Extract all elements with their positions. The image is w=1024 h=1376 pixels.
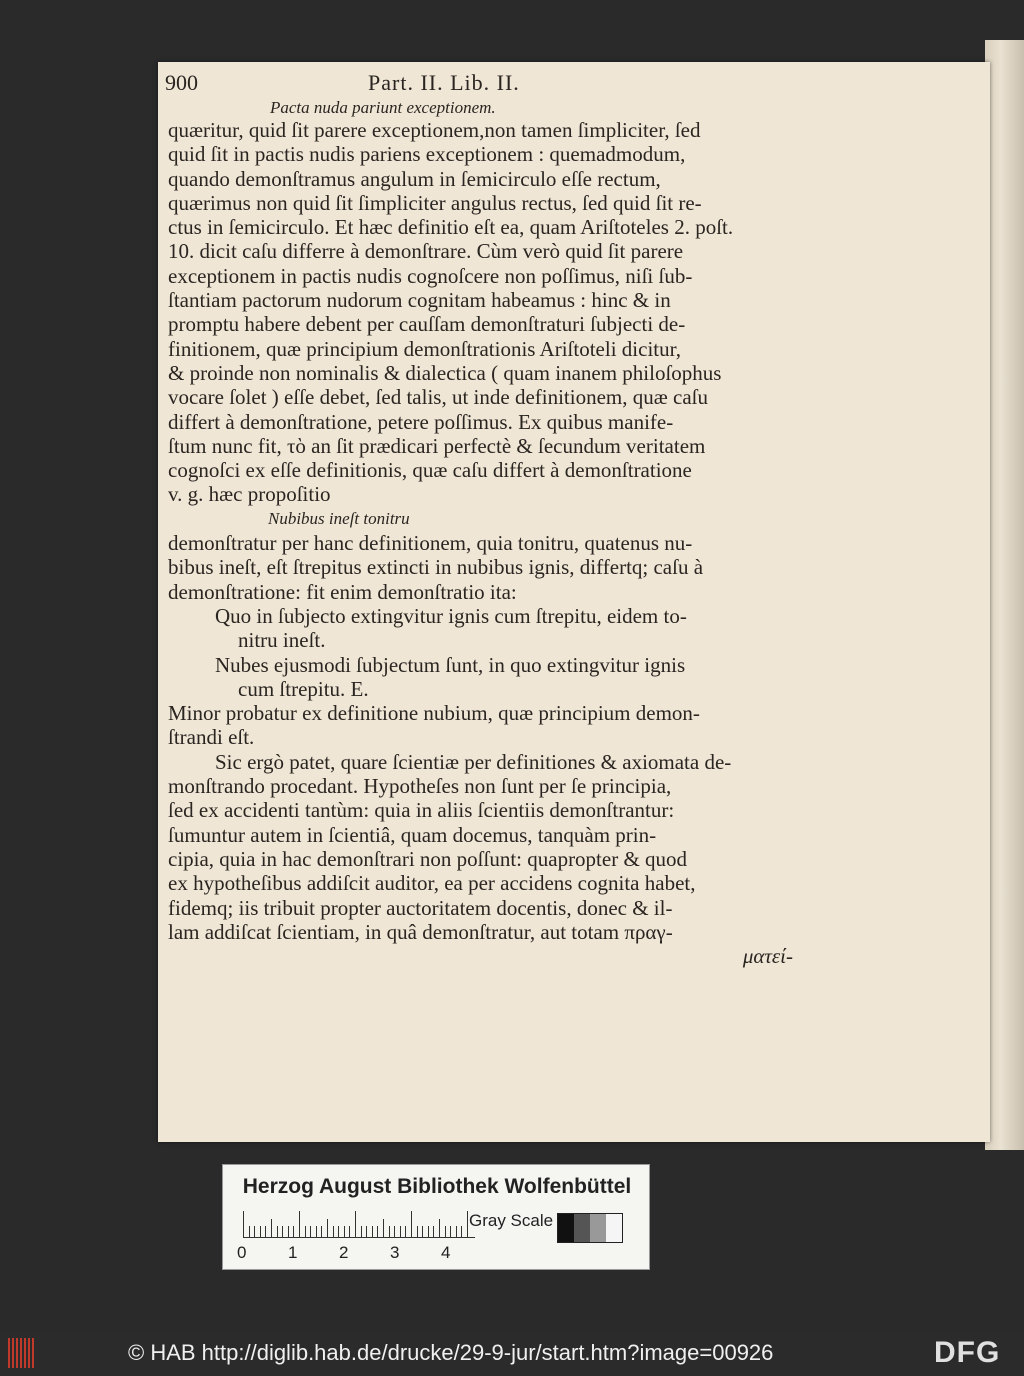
ruler-tick xyxy=(265,1226,266,1237)
ruler-tick xyxy=(310,1226,311,1237)
ruler-tick xyxy=(249,1226,250,1237)
gray-scale-swatch xyxy=(557,1213,623,1243)
ruler-tick xyxy=(344,1226,345,1237)
ruler-tick xyxy=(277,1226,278,1237)
running-title: Part. II. Lib. II. xyxy=(368,70,520,95)
ruler-tick xyxy=(445,1226,446,1237)
paragraph-2 xyxy=(168,531,793,604)
color-reference-card xyxy=(222,1164,650,1270)
ruler-tick xyxy=(338,1226,339,1237)
ruler-tick xyxy=(355,1211,356,1237)
ruler-tick xyxy=(428,1226,429,1237)
ruler-tick xyxy=(361,1226,362,1237)
ruler-tick xyxy=(372,1226,373,1237)
ruler-tick xyxy=(467,1211,468,1237)
ruler-tick xyxy=(400,1226,401,1237)
text-line: Sic ergò patet, quare ſcientiæ per definitiones & axiomata de- xyxy=(215,749,732,774)
text-line: vocare ſolet ) eſſe debet, ſed talis, ut inde definitionem, quæ caſu xyxy=(168,385,708,410)
text-line: ſed ex accidenti tantùm: quia in aliis ſcientiis demonſtrantur: xyxy=(168,798,675,823)
ruler-tick xyxy=(333,1226,334,1237)
ruler-tick xyxy=(389,1226,390,1237)
ruler-tick xyxy=(299,1211,300,1237)
text-line: cum ſtrepitu. E. xyxy=(238,676,369,701)
text-line: ex hypotheſibus addiſcit auditor, ea per accidens cognita habet, xyxy=(168,871,696,896)
text-line: ſtrandi eſt. xyxy=(168,725,255,750)
ruler-tick xyxy=(321,1226,322,1237)
page-text xyxy=(168,118,793,968)
ruler-tick xyxy=(411,1211,412,1237)
text-line: nitru ineſt. xyxy=(238,628,326,653)
ruler-tick xyxy=(366,1226,367,1237)
text-line: cipia, quia in hac demonſtrari non poſſunt: quapropter & quod xyxy=(168,846,688,871)
ruler-tick xyxy=(305,1226,306,1237)
gray-scale-label: Gray Scale xyxy=(469,1211,554,1230)
library-name: Herzog August Bibliothek Wolfenbüttel xyxy=(242,1175,632,1198)
ruler-tick xyxy=(456,1226,457,1237)
text-line: ctus in ſemicirculo. Et hæc definitio eſt ea, quam Ariſtoteles 2. poſt. xyxy=(168,215,734,240)
ruler-tick xyxy=(349,1226,350,1237)
copyright-url[interactable]: © HAB http://diglib.hab.de/drucke/29-9-jur/start.htm?image=00926 xyxy=(128,1340,774,1365)
ruler-tick xyxy=(439,1219,440,1237)
ruler-tick xyxy=(254,1226,255,1237)
ruler-tick xyxy=(243,1211,244,1237)
viewer-footer xyxy=(0,1330,1024,1376)
text-line: lam addiſcat ſcientiam, in quâ demonſtratur, aut totam πραγ- xyxy=(168,919,673,944)
text-line: quæritur, quid ſit parere exceptionem,non tamen ſimpliciter, ſed xyxy=(168,118,701,142)
text-line: ſtum nunc fit, τὸ an ſit prædicari perfectè & ſecundum veritatem xyxy=(168,433,706,458)
text-line: & proinde non nominalis & dialectica ( quam inanem philoſophus xyxy=(168,360,722,385)
text-line: Quo in ſubjecto extingvitur ignis cum ſtrepitu, eidem to- xyxy=(215,603,687,628)
ruler-number: 1 xyxy=(288,1243,298,1262)
text-line: 10. dicit caſu differre à demonſtrare. Cùm verò quid ſit parere xyxy=(168,239,684,264)
ruler-tick xyxy=(433,1226,434,1237)
ruler-tick xyxy=(461,1226,462,1237)
catchword: ματεί- xyxy=(742,944,793,969)
text-line: monſtrando procedant. Hypotheſes non ſunt per ſe principia, xyxy=(168,774,672,799)
text-line: v. g. hæc propoſitio xyxy=(168,482,331,507)
text-line: cognoſci ex eſſe definitionis, quæ caſu differt à demonſtratione xyxy=(168,458,692,483)
text-line: ſtantiam pactorum nudorum cognitam habeamus : hinc & in xyxy=(168,288,671,313)
ruler-tick xyxy=(271,1219,272,1237)
syllogism xyxy=(168,604,793,701)
text-line: quando demonſtramus angulum in ſemicirculo eſſe rectum, xyxy=(168,166,661,191)
dfg-logo: DFG xyxy=(934,1336,1001,1369)
ruler-tick xyxy=(288,1226,289,1237)
ruler-tick xyxy=(293,1226,294,1237)
ruler-tick xyxy=(422,1226,423,1237)
text-line: fidemq; iis tribuit propter auctoritatem docentis, donec & il- xyxy=(168,895,673,920)
text-line: demonſtratione: fit enim demonſtratio ita: xyxy=(168,579,517,604)
text-line: Minor probatur ex definitione nubium, quæ principium demon- xyxy=(168,701,700,726)
ruler-tick xyxy=(383,1219,384,1237)
text-line: finitionem, quæ principium demonſtrationis Ariſtoteli dicitur, xyxy=(168,336,682,361)
ruler-tick xyxy=(282,1226,283,1237)
ruler-tick xyxy=(316,1226,317,1237)
page-number: 900 xyxy=(165,70,198,95)
gray-step xyxy=(590,1214,606,1242)
hab-logo-icon xyxy=(8,1338,38,1368)
ruler-tick xyxy=(260,1226,261,1237)
ruler-tick xyxy=(450,1226,451,1237)
ruler-scale xyxy=(243,1211,475,1238)
text-line: ſumuntur autem in ſcientiâ, quam docemus, tanquàm prin- xyxy=(168,822,657,847)
ruler-tick xyxy=(377,1226,378,1237)
ruler-number: 2 xyxy=(339,1243,349,1262)
ruler-numbers xyxy=(237,1243,497,1265)
ruler-number: 3 xyxy=(390,1243,400,1262)
section-subhead: Pacta nuda pariunt exceptionem. xyxy=(270,98,496,117)
text-line: quid ſit in pactis nudis pariens exceptionem : quemadmodum, xyxy=(168,142,686,167)
ruler-tick xyxy=(417,1226,418,1237)
text-line: Nubes ejusmodi ſubjectum ſunt, in quo extingvitur ignis xyxy=(215,652,686,677)
ruler-tick xyxy=(327,1219,328,1237)
ruler-tick xyxy=(405,1226,406,1237)
paragraph-3 xyxy=(168,701,793,944)
proposition-line: Nubibus ineſt tonitru xyxy=(268,508,410,528)
paragraph-1 xyxy=(168,118,793,507)
gray-step xyxy=(558,1214,574,1242)
text-line: promptu habere debent per cauſſam demonſtraturi ſubjecti de- xyxy=(168,312,686,337)
text-line: demonſtratur per hanc definitionem, quia tonitru, quatenus nu- xyxy=(168,531,693,556)
ruler-tick xyxy=(394,1226,395,1237)
text-line: quærimus non quid ſit ſimpliciter angulus rectus, ſed quid ſit re- xyxy=(168,190,702,215)
text-line: bibus ineſt, eſt ſtrepitus extincti in nubibus ignis, differtq; caſu à xyxy=(168,555,704,580)
next-page-edge xyxy=(985,40,1024,1150)
text-line: differt à demonſtratione, petere poſſimus. Ex quibus manife- xyxy=(168,409,674,434)
running-head xyxy=(165,70,725,96)
ruler-number: 0 xyxy=(237,1243,247,1262)
text-line: exceptionem in pactis nudis cognoſcere non poſſimus, niſi ſub- xyxy=(168,263,693,288)
ruler-number: 4 xyxy=(441,1243,451,1262)
gray-step xyxy=(574,1214,590,1242)
gray-step xyxy=(606,1214,622,1242)
